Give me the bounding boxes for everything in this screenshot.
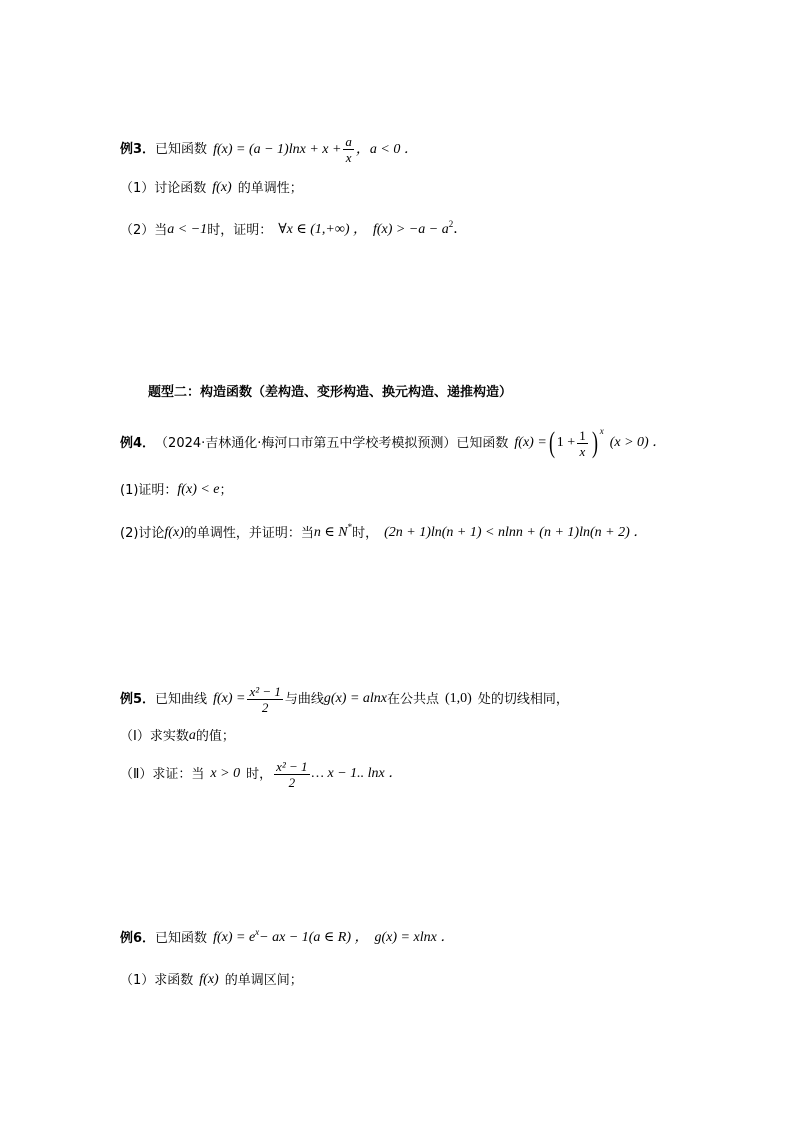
fraction-numerator: 1 xyxy=(579,427,586,443)
question-text: （Ⅱ）求证：当 xyxy=(120,766,205,782)
left-paren: ( xyxy=(548,426,555,459)
question-math: a < −1 xyxy=(167,222,208,237)
question-text: （1）讨论函数 xyxy=(120,180,207,196)
question-text: 的单调性，并证明：当 xyxy=(183,525,314,541)
example-4-fraction xyxy=(577,428,588,459)
question-math: x > 0 xyxy=(210,766,241,781)
question-math: (1,0) xyxy=(445,691,472,706)
question-math: g(x) = xlnx ． xyxy=(374,930,455,945)
inner-expression: 1 + xyxy=(556,435,576,450)
question-text: 处的切线相同， xyxy=(477,691,569,707)
example-3-fraction xyxy=(343,134,354,165)
exponent: x xyxy=(599,425,604,436)
question-text: （Ⅰ）求实数 xyxy=(120,728,189,744)
question-math: (2n + 1)ln(n + 1) < nlnn + (n + 1)ln(n + 2) ． xyxy=(384,525,648,540)
question-math: … x − 1.. lnx ． xyxy=(311,766,403,781)
superscript: * xyxy=(347,521,353,532)
question-text: 时， xyxy=(352,525,379,541)
question-math: f(x) xyxy=(199,972,219,987)
example-5-q2-fraction xyxy=(274,759,309,790)
question-text: 与曲线 xyxy=(284,691,324,707)
example-3-stem xyxy=(120,134,418,165)
fraction-numerator: x² − 1 xyxy=(276,758,308,774)
example-3-label: 例3． xyxy=(120,142,156,157)
question-math: a xyxy=(188,728,196,743)
example-4-question-2 xyxy=(120,521,648,541)
example-5-fraction xyxy=(247,684,282,715)
example-5-stem xyxy=(120,682,569,716)
exponent: 2 xyxy=(448,218,454,229)
question-text: （2）当 xyxy=(120,222,168,238)
example-5-label: 例5． xyxy=(120,691,156,707)
fraction-denominator: x xyxy=(579,443,586,459)
question-math: f(x) = xyxy=(213,691,246,706)
question-math: n ∈ N xyxy=(313,525,348,540)
question-math: g(x) = alnx xyxy=(323,691,387,706)
question-text: 在公共点 xyxy=(387,691,440,707)
right-paren: ) xyxy=(591,426,598,459)
example-3-question-1 xyxy=(120,181,303,195)
question-math: f(x) xyxy=(212,180,232,195)
section-title: 题型二：构造函数（差构造、变形构造、换元构造、递推构造） xyxy=(148,385,513,400)
example-4-condition: (x > 0) ． xyxy=(609,435,667,450)
section-heading xyxy=(148,386,512,399)
example-3-question-2 xyxy=(120,218,468,238)
question-text: 的单调区间； xyxy=(224,972,303,988)
question-text: (1)证明： xyxy=(120,482,178,498)
example-3-text: 已知函数 xyxy=(155,142,208,157)
question-text: （1）求函数 xyxy=(120,972,194,988)
example-6-label: 例6． xyxy=(120,930,156,946)
question-text: ． xyxy=(453,222,468,237)
example-4-question-1 xyxy=(120,483,233,497)
question-text: 时， xyxy=(246,766,273,782)
example-6-stem xyxy=(120,926,455,946)
question-text: 已知曲线 xyxy=(155,691,208,707)
question-text: (2)讨论 xyxy=(120,525,165,541)
example-4-stem xyxy=(120,425,667,459)
question-math: − ax − 1(a ∈ R) ， xyxy=(259,930,369,945)
question-text: 时，证明： xyxy=(207,222,273,238)
fraction-numerator: a xyxy=(345,134,352,149)
example-3-condition: ，a < 0 ． xyxy=(355,141,418,157)
fraction-denominator: 2 xyxy=(261,699,269,715)
question-text: 的单调性； xyxy=(237,180,303,196)
example-3-function: f(x) = (a − 1)lnx + x + xyxy=(213,141,342,157)
question-text: 已知函数 xyxy=(155,930,208,946)
question-math: f(x) > −a − a xyxy=(372,222,449,237)
question-math: ∀x ∈ (1,+∞) ， xyxy=(278,222,367,237)
fraction-numerator: x² − 1 xyxy=(249,683,281,699)
question-math: f(x) < e xyxy=(177,482,220,497)
example-4-label: 例4． xyxy=(120,435,156,451)
question-text: ； xyxy=(219,482,233,498)
example-4-source: （2024·吉林通化·梅河口市第五中学校考模拟预测）已知函数 xyxy=(155,435,509,451)
fraction-denominator: 2 xyxy=(288,774,296,790)
question-math: f(x) = e xyxy=(213,930,256,945)
example-5-question-2 xyxy=(120,757,402,791)
question-text: 的值； xyxy=(195,728,235,744)
fraction-denominator: x xyxy=(345,150,352,165)
example-4-function: f(x) = xyxy=(514,435,547,450)
question-math: f(x) xyxy=(164,525,184,540)
example-5-question-1 xyxy=(120,729,235,743)
example-6-question-1 xyxy=(120,973,303,987)
exponent: x xyxy=(255,926,260,937)
